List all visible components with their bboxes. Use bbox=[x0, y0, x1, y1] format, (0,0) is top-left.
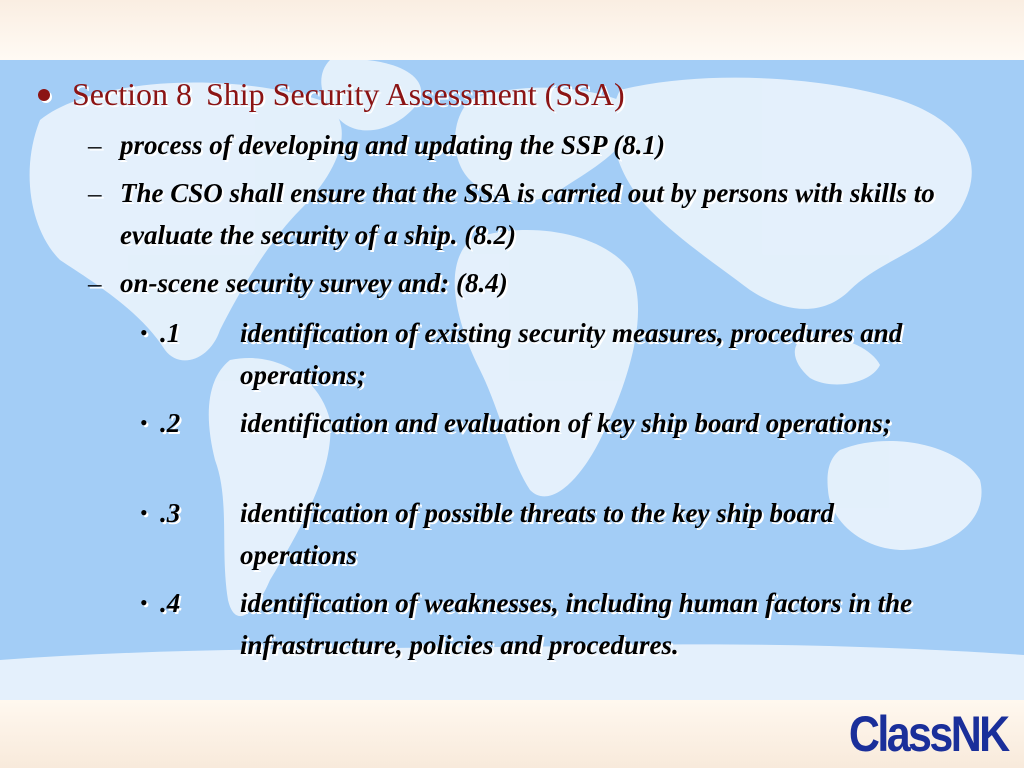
dot-bullet: • bbox=[140, 320, 148, 345]
slide-content bbox=[0, 60, 1024, 700]
dash-bullet: – bbox=[88, 178, 102, 208]
sub-item-text: process of developing and updating the SSP (8.1) bbox=[120, 130, 666, 160]
dash-bullet: – bbox=[88, 130, 102, 160]
section-heading bbox=[38, 76, 625, 113]
section-number: Section 8 bbox=[72, 76, 192, 112]
round-bullet-icon bbox=[38, 89, 50, 101]
item-number: .1 bbox=[160, 318, 181, 348]
item-number: .3 bbox=[160, 498, 181, 528]
sub-item-text: The CSO shall ensure that the SSA is carried out by persons with skills to evaluate the security of a ship. (8.2) bbox=[120, 178, 935, 250]
footer-band bbox=[0, 700, 1024, 768]
numbered-item bbox=[140, 402, 920, 444]
dot-bullet: • bbox=[140, 410, 148, 435]
sub-item-text: on-scene security survey and: (8.4) bbox=[120, 268, 508, 298]
sub-item bbox=[88, 262, 998, 304]
numbered-item bbox=[140, 492, 920, 576]
top-band bbox=[0, 0, 1024, 60]
sub-item bbox=[88, 124, 998, 166]
item-text: identification of existing security measures, procedures and operations; bbox=[240, 318, 903, 390]
dot-bullet: • bbox=[140, 590, 148, 615]
classnk-logo: ClassNK bbox=[849, 706, 1008, 762]
section-title: Ship Security Assessment (SSA) bbox=[205, 76, 625, 112]
item-text: identification of possible threats to the key ship board operations bbox=[240, 498, 835, 570]
item-number: .2 bbox=[160, 408, 181, 438]
item-number: .4 bbox=[160, 588, 181, 618]
sub-item bbox=[88, 172, 998, 256]
item-text: identification of weaknesses, including human factors in the infrastructure, policies and procedures. bbox=[240, 588, 913, 660]
dot-bullet: • bbox=[140, 500, 148, 525]
numbered-item bbox=[140, 582, 920, 666]
dash-bullet: – bbox=[88, 268, 102, 298]
item-text: identification and evaluation of key ship board operations; bbox=[240, 408, 892, 438]
numbered-item bbox=[140, 312, 920, 396]
